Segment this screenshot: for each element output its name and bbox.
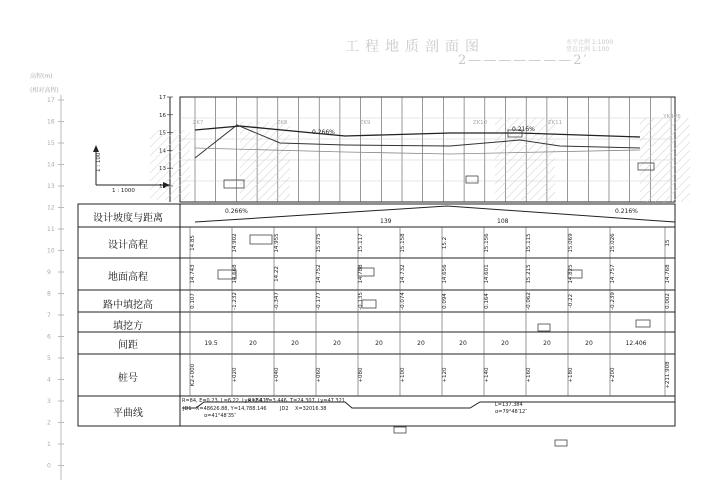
ruler-tick-label: 13 — [47, 183, 55, 190]
marker-box — [636, 320, 650, 327]
jd1-alpha: α=41°48′35″ — [204, 413, 237, 419]
curve-left-params: R=84, E=0.23, L=6.22, Ly=12.417 — [182, 398, 270, 404]
stake-number-value: +020 — [232, 367, 238, 383]
marker-box — [466, 176, 478, 183]
horizontal-scale-label: 水平比例 1:1000 — [566, 39, 614, 46]
curve-right-alpha: α=79°48′12″ — [495, 409, 528, 415]
ruler-tick-label: 17 — [47, 97, 55, 104]
cut-fill-height-value: 0.107 — [190, 293, 196, 309]
borehole-label: ZK11 — [547, 120, 563, 126]
elevation-axis-subtitle: (相对高程) — [30, 87, 59, 94]
row-label-cut-fill-height: 路中填挖高 — [103, 300, 153, 311]
ruler-tick-label: 14 — [47, 161, 55, 169]
ruler-tick-label: 1 — [47, 441, 51, 448]
stake-number-value: +180 — [568, 367, 574, 383]
design-elevation-value: 15.158 — [400, 233, 406, 253]
ruler-tick-label: 7 — [47, 312, 51, 319]
jd2-coords: X=32016.38 — [295, 406, 327, 412]
elevation-axis-title: 高程(m) — [30, 73, 53, 80]
ground-hatch-left — [150, 130, 190, 200]
profile-tick-label: 16 — [159, 112, 166, 119]
slope-length-right: 108 — [497, 218, 509, 225]
ruler-tick-label: 3 — [47, 398, 51, 405]
design-elevation-value: 15.156 — [484, 233, 490, 253]
spacing-value: 20 — [459, 340, 467, 347]
cut-fill-height-value: 0.164 — [484, 293, 490, 309]
stake-number-value: +060 — [316, 367, 322, 383]
stake-number-value: +160 — [526, 367, 532, 383]
borehole-label: ZK8 — [276, 120, 288, 126]
cut-fill-height-value: -0.135 — [358, 292, 364, 310]
stake-number-value: +080 — [358, 367, 364, 383]
spacing-value: 20 — [333, 340, 341, 347]
spacing-value: 20 — [417, 340, 425, 347]
design-elevation-value: 15.2 — [442, 236, 448, 250]
ruler-tick-label: 4 — [47, 376, 51, 384]
ground-elevation-value: 14.752 — [316, 264, 322, 284]
slope-grade-left: 0.266% — [225, 208, 248, 215]
design-elevation-value: 15.075 — [316, 233, 322, 253]
ruler-tick-label: 12 — [47, 204, 55, 212]
ruler-tick-label: 10 — [47, 247, 55, 255]
slope-length-left: 139 — [380, 218, 392, 225]
ground-elevation-value: 14.788 — [358, 264, 364, 284]
ground-elevation-value: 14.743 — [190, 264, 196, 284]
curve-right-length: L=137.384 — [495, 402, 523, 408]
ground-elevation-value: 15.215 — [526, 264, 532, 284]
marker-box — [538, 324, 550, 331]
spacing-value: 20 — [291, 340, 299, 347]
ground-elevation-value: 14.768 — [665, 264, 671, 284]
cut-fill-height-value: 0.094 — [442, 293, 448, 309]
borehole-label: ZK10 — [472, 120, 488, 126]
row-label-spacing: 间距 — [118, 340, 138, 351]
row-label-cut-fill-volume: 填挖方 — [113, 321, 143, 332]
cut-fill-height-value: -0.347 — [274, 292, 280, 310]
profile-tick-label: 17 — [159, 95, 166, 101]
design-elevation-value: 15.026 — [610, 233, 616, 253]
marker-box — [555, 440, 567, 446]
ground-elevation-value: 14.656 — [442, 264, 448, 284]
stake-number-value: +120 — [442, 367, 448, 383]
stake-number-value: +140 — [484, 367, 490, 383]
design-elevation-value: 14.955 — [274, 233, 280, 253]
elevation-ruler — [47, 95, 64, 480]
cut-fill-height-value: -0.177 — [316, 292, 322, 310]
ground-elevation-value: 14.825 — [568, 264, 574, 284]
cut-fill-height-value: -1.232 — [232, 292, 238, 310]
borehole-label: ZK7 — [192, 120, 204, 126]
ruler-tick-label: 0 — [47, 462, 51, 470]
grade-label-left: 0.266% — [312, 129, 335, 136]
vertical-scale-label: 竖直比例 1:100 — [566, 46, 610, 53]
profile-panel — [93, 95, 690, 202]
cut-fill-height-value: -0.074 — [400, 292, 406, 310]
slope-grade-right: 0.216% — [615, 208, 638, 215]
stake-number-value: +100 — [400, 367, 406, 383]
ruler-tick-label: 5 — [47, 355, 51, 362]
spacing-value: 20 — [375, 340, 383, 347]
cut-fill-height-value: 0.002 — [665, 293, 671, 309]
marker-box — [362, 300, 376, 308]
ground-elevation-value: 14.601 — [484, 264, 490, 284]
curve-mid-params: R=84, E=3.446, T=24.307, Ly=47.321 — [248, 398, 345, 404]
row-label-horizontal-curve: 平曲线 — [113, 408, 143, 419]
ruler-tick-label: 9 — [47, 269, 51, 276]
design-elevation-value: 15.115 — [526, 233, 532, 253]
cut-fill-height-value: -0.239 — [610, 292, 616, 310]
marker-box — [394, 427, 406, 433]
borehole-label: YK426 — [663, 114, 681, 120]
stake-number-value: +200 — [610, 367, 616, 383]
ruler-tick-label: 2 — [47, 419, 51, 427]
ruler-tick-label: 6 — [47, 333, 51, 341]
cut-fill-height-value: -0.22 — [568, 293, 574, 309]
marker-box — [250, 235, 272, 244]
vertical-scale-text: 1 : 100 — [96, 152, 102, 172]
jd2-label: JD2 — [280, 406, 289, 412]
spacing-value: 20 — [585, 340, 593, 347]
ruler-tick-label: 11 — [47, 226, 55, 233]
ground-elevation-value: 14.732 — [400, 264, 406, 284]
design-elevation-value: 14.85 — [190, 235, 196, 251]
ground-hatch-2 — [240, 122, 290, 200]
ground-elevation-value: 14.668 — [232, 264, 238, 284]
ground-elevation-value: 14.22 — [274, 266, 280, 282]
design-elevation-value: 15.069 — [568, 233, 574, 253]
stake-number-value: +211.908 — [665, 361, 671, 389]
row-label-ground-elevation: 地面高程 — [108, 272, 148, 283]
design-elevation-value: 15 — [665, 239, 671, 247]
spacing-value: 20 — [249, 340, 257, 347]
design-elevation-value: 15.117 — [358, 233, 364, 253]
row-label-stake-number: 桩号 — [118, 373, 138, 384]
drawing-title: 工程地质剖面图 — [345, 39, 485, 55]
design-elevation-value: 14.902 — [232, 233, 238, 253]
borehole-label: ZK9 — [359, 120, 371, 126]
ground-hatch-right — [640, 118, 690, 202]
stake-number-value: +040 — [274, 367, 280, 383]
spacing-value: 12.406 — [625, 340, 647, 347]
horizontal-scale-text: 1 : 1000 — [112, 188, 135, 194]
vertical-scale-arrowhead — [93, 145, 99, 152]
slope-indicator — [195, 206, 675, 222]
ruler-tick-label: 15 — [47, 140, 55, 147]
section-label: 2———————2′ — [458, 53, 589, 68]
row-label-slope: 设计坡度与距离 — [93, 213, 163, 224]
spacing-value: 20 — [543, 340, 551, 347]
row-label-design-elevation: 设计高程 — [108, 240, 148, 251]
cut-fill-height-value: -0.062 — [526, 292, 532, 310]
spacing-value: 20 — [501, 340, 509, 347]
stake-number-value: K2+000 — [190, 363, 196, 387]
grade-label-right: 0.216% — [512, 126, 535, 133]
ruler-tick-label: 16 — [47, 118, 55, 126]
ruler-tick-label: 8 — [47, 290, 51, 298]
jd1-coords: X=48626.88, Y=14,788.146 — [196, 406, 267, 412]
spacing-value: 19.5 — [204, 340, 218, 347]
jd1-label: JD1 — [183, 406, 192, 412]
ground-elevation-value: 14.757 — [610, 264, 616, 284]
